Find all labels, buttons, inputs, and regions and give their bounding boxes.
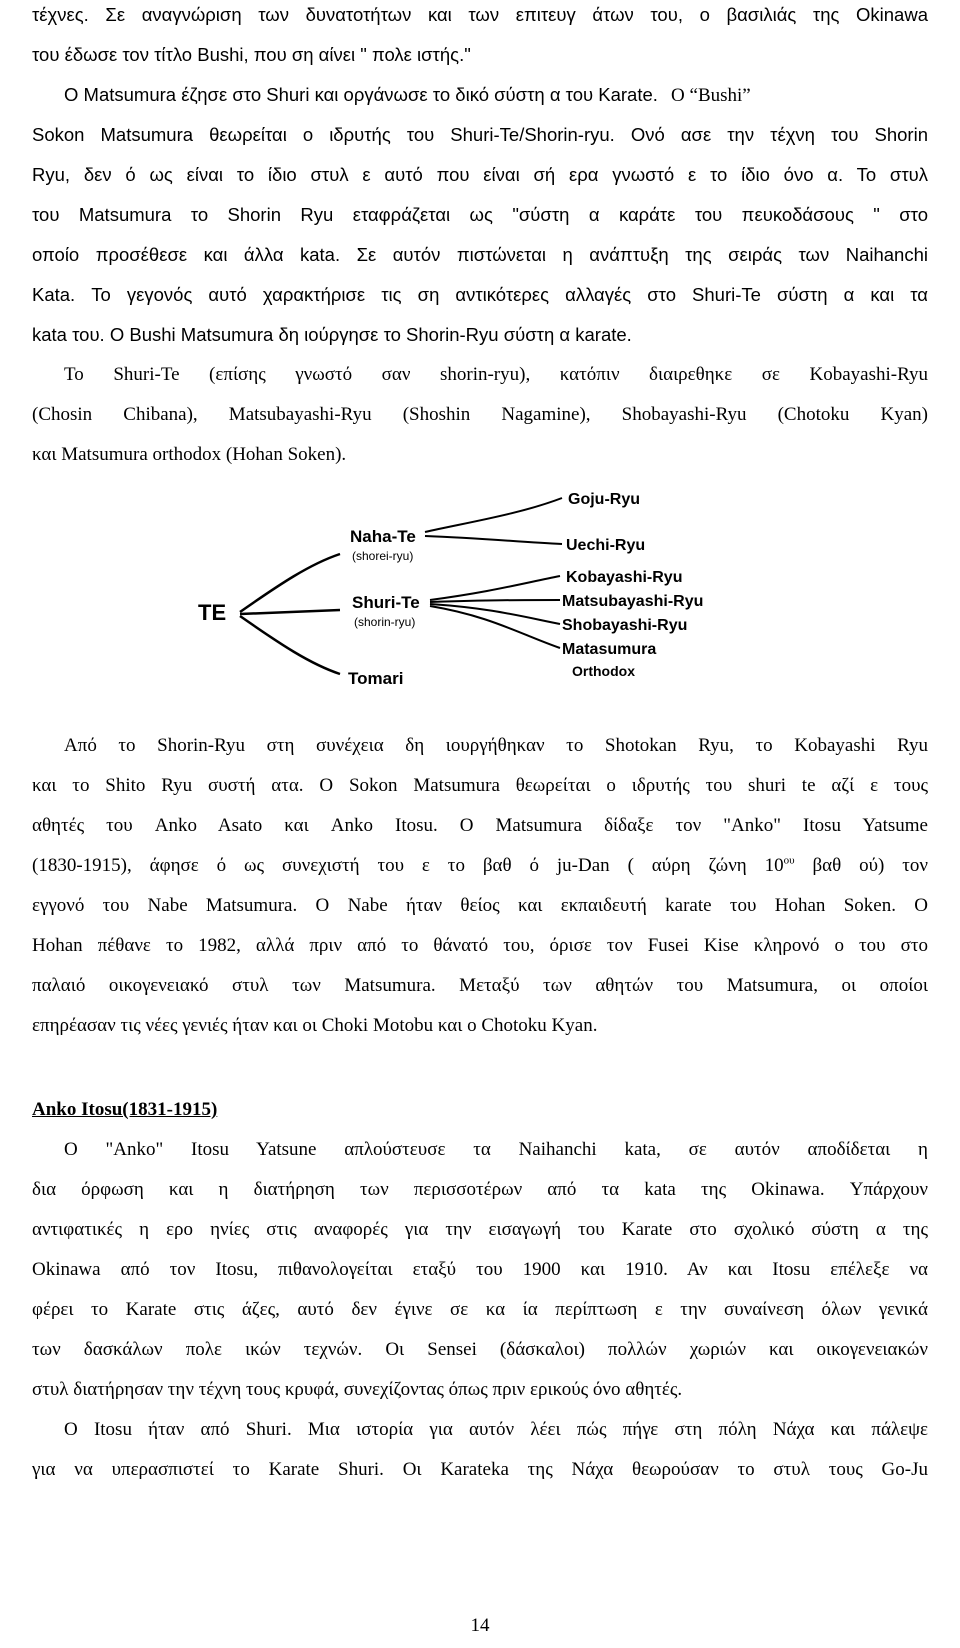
text-line: Hohan πέθανε το 1982, αλλά πριν από το θάνατό του, όρισε τον Fusei Kise κληρονό ο του στο (32, 935, 928, 956)
branch-naha-sub: (shorei-ryu) (352, 549, 414, 563)
branch-shuri-sub: (shorin-ryu) (354, 615, 416, 629)
fan-line (430, 576, 560, 600)
naha-child: Goju-Ryu (568, 491, 640, 508)
text-line: Kata. Το γεγονός αυτό χαρακτήρισε τις ση αντικότερες αλλαγές στο Shuri-Te σύστη α και τα (32, 284, 928, 305)
text-line: Okinawa από τον Itosu, πιθανολογείται εταξύ του 1900 και 1910. Αν και Itosu επέλεξε να (32, 1259, 928, 1280)
text-line (32, 83, 928, 108)
text-line: αθητές του Anko Asato και Anko Itosu. Ο Matsumura δίδαξε τον "Anko" Itosu Yatsume (32, 815, 928, 836)
text-line: του Matsumura το Shorin Ryu εταφράζεται ως "σύστη α καράτε του πευκοδάσους " στο (32, 204, 928, 225)
page-number: 14 (470, 1615, 490, 1636)
branch-tomari: Tomari (348, 669, 404, 688)
text-line: εγγονό του Nabe Matsumura. Ο Nabe ήταν θείος και εκπαιδευτή karate του Hohan Soken. Ο (32, 895, 928, 916)
text-line: αντιφατικές η ερο ηνίες στις αναφορές για την εισαγωγή του Karate στο σχολικό σύστη α της (32, 1219, 928, 1240)
text-line: παλαιό οικογενειακό στυλ των Matsumura. Μεταξύ των αθητών του Matsumura, οι οποίοι (32, 975, 928, 996)
shuri-child: Shobayashi-Ryu (562, 617, 688, 634)
karate-lineage-diagram (190, 491, 750, 724)
branch-line (240, 554, 340, 612)
text-line: Ο "Anko" Itosu Yatsune απλούστευσε τα Naihanchi kata, σε αυτόν αποδίδεται η (64, 1139, 928, 1160)
text-line: και Matsumura orthodox (Hohan Soken). (32, 444, 347, 465)
text-line: Ryu, δεν ό ως είναι το ίδιο στυλ ε αυτό που είναι σή ερα γνωστό ε το ίδιο όνο α. Το στυλ (32, 164, 928, 185)
text-line: στυλ διατήρησαν την τέχνη τους κρυφά, συνεχίζοντας όπως πριν ερικούς όνο αθητές. (32, 1379, 683, 1400)
section-heading: Anko Itosu(1831-1915) (32, 1099, 218, 1120)
text-line: και το Shito Ryu συστή ατα. Ο Sokon Matsumura θεωρείται ο ιδρυτής του shuri te αζί ε τους (32, 775, 928, 796)
text-line: για να υπερασπιστεί το Karate Shuri. Οι Karateka της Νάχα θεωρούσαν το στυλ τους Go-Ju (32, 1459, 928, 1480)
branch-naha: Naha-Te (350, 527, 416, 546)
naha-child: Uechi-Ryu (566, 537, 646, 554)
text-line: Το Shuri-Te (επίσης γνωστό σαν shorin-ryu), κατόπιν διαιρεθηκε σε Kobayashi-Ryu (64, 364, 928, 385)
text-line: Ο Itosu ήταν από Shuri. Μια ιστορία για αυτόν λέει πώς πήγε στη πόλη Νάχα και πάλεψε (64, 1419, 928, 1440)
text-span: βαθ ού) τον (794, 855, 929, 876)
text-line: των δασκάλων πολε ικών τεχνών. Οι Sensei (δάσκαλοι) πολλών χωριών και οικογενειακών (32, 1339, 928, 1360)
bushi-quote: Ο “Bushi” (671, 85, 751, 106)
fan-line (425, 498, 562, 532)
fan-line (425, 536, 562, 544)
diagram-root: TE (198, 600, 227, 625)
text-line: φέρει το Karate στις άζες, αυτό δεν έγινε σε κα ία περίπτωση ε την συναίνεση όλων γενικά (32, 1299, 928, 1320)
text-line: οποίο προσέθεσε και άλλα kata. Σε αυτόν πιστώνεται η ανάπτυξη της σειράς των Naihanchi (32, 244, 928, 265)
text-line: Από το Shorin-Ryu στη συνέχεια δη ιουργήθηκαν το Shotokan Ryu, το Kobayashi Ryu (64, 735, 928, 756)
superscript: ου (783, 854, 795, 867)
text-line: τέχνες. Σε αναγνώριση των δυνατοτήτων και των επιτευγ άτων του, ο βασιλιάς της Okinawa (32, 4, 928, 25)
text-span: Ο Matsumura έζησε στο Shuri και οργάνωσε το δικό σύστη α του Karate. (64, 84, 658, 105)
branch-shuri: Shuri-Te (352, 593, 420, 612)
branch-line (240, 610, 340, 614)
text-line: (Chosin Chibana), Matsubayashi-Ryu (Shoshin Nagamine), Shobayashi-Ryu (Chotoku Kyan) (32, 404, 928, 425)
fan-line (430, 606, 560, 648)
shuri-child: Kobayashi-Ryu (566, 569, 683, 586)
text-line: kata του. Ο Bushi Matsumura δη ιούργησε το Shorin-Ryu σύστη α karate. (32, 324, 632, 345)
text-line: επηρέασαν τις νέες γενιές ήταν και οι Choki Motobu και ο Chotoku Kyan. (32, 1015, 598, 1036)
text-line: δια όρφωση και η διατήρηση των περισσοτέρων από τα kata της Okinawa. Υπάρχουν (32, 1179, 928, 1200)
text-line: του έδωσε τον τίτλο Bushi, που ση αίνει " πολε ιστής." (32, 44, 471, 65)
text-span: (1830-1915), άφησε ό ως συνεχιστή του ε το βαθ ό ju-Dan ( αύρη ζώνη 10 (32, 855, 784, 876)
shuri-child: Matsubayashi-Ryu (562, 593, 704, 610)
text-line (32, 854, 928, 878)
fan-line (430, 600, 560, 602)
shuri-child: Matasumura (562, 641, 657, 658)
text-line: Sokon Matsumura θεωρείται ο ιδρυτής του Shuri-Te/Shorin-ryu. Ονό ασε την τέχνη του Shorin (32, 124, 928, 145)
branch-line (240, 616, 340, 674)
shuri-child: Orthodox (572, 663, 635, 679)
fan-line (430, 604, 560, 624)
